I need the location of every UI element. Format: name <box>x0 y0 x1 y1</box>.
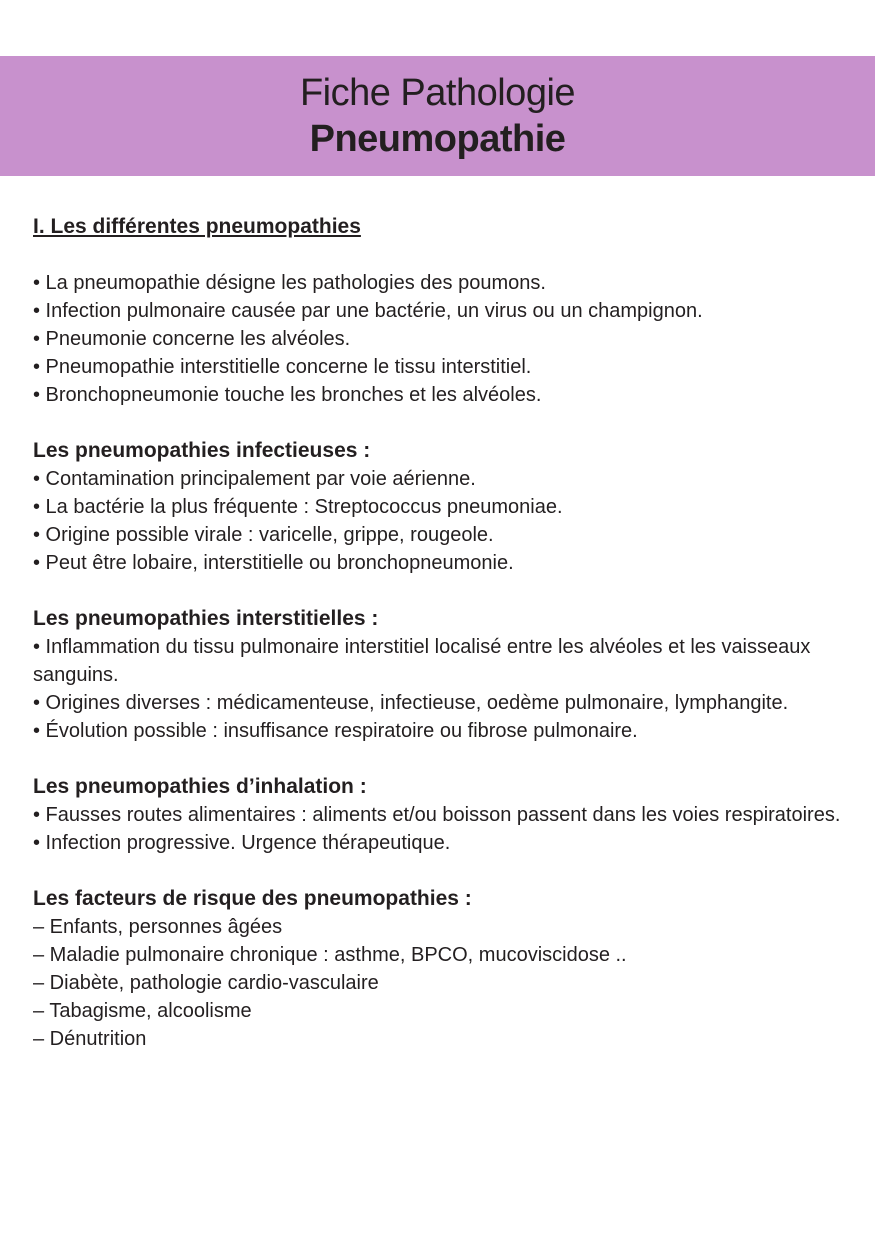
list-item: • Contamination principalement par voie aérienne. <box>33 468 476 490</box>
list-item: • Bronchopneumonie touche les bronches et les alvéoles. <box>33 384 542 406</box>
inhalation-section <box>33 773 841 857</box>
interstitielles-section <box>33 605 841 745</box>
section-title: I. Les différentes pneumopathies <box>33 215 361 238</box>
infectieuses-section <box>33 437 841 577</box>
list-item: • La pneumopathie désigne les pathologies des poumons. <box>33 272 546 294</box>
intro-list <box>33 269 841 409</box>
list-item: • Origine possible virale : varicelle, grippe, rougeole. <box>33 524 494 546</box>
list-item: • La bactérie la plus fréquente : Streptococcus pneumoniae. <box>33 496 563 518</box>
title-banner <box>0 56 875 176</box>
facteurs-heading: Les facteurs de risque des pneumopathies : <box>33 887 472 910</box>
list-item: – Tabagisme, alcoolisme <box>33 1000 252 1022</box>
list-item: • Fausses routes alimentaires : aliments et/ou boisson passent dans les voies respiratoires. <box>33 804 841 826</box>
infectieuses-heading: Les pneumopathies infectieuses : <box>33 439 371 462</box>
list-item: • Pneumonie concerne les alvéoles. <box>33 328 351 350</box>
facteurs-section <box>33 885 841 1053</box>
list-item: – Diabète, pathologie cardio-vasculaire <box>33 972 379 994</box>
interstitielles-heading: Les pneumopathies interstitielles : <box>33 607 379 630</box>
list-item: • Évolution possible : insuffisance respiratoire ou fibrose pulmonaire. <box>33 720 638 742</box>
list-item: • Origines diverses : médicamenteuse, infectieuse, oedème pulmonaire, lymphangite. <box>33 692 789 714</box>
list-item: – Maladie pulmonaire chronique : asthme, BPCO, mucoviscidose .. <box>33 944 627 966</box>
page-title: Fiche Pathologie <box>299 72 576 114</box>
list-item: • Pneumopathie interstitielle concerne le tissu interstitiel. <box>33 356 532 378</box>
list-item: • Inflammation du tissu pulmonaire interstitiel localisé entre les alvéoles et les vaisseaux sanguins. <box>33 636 811 686</box>
list-item: – Enfants, personnes âgées <box>33 916 283 938</box>
list-item: – Dénutrition <box>33 1028 147 1050</box>
inhalation-heading: Les pneumopathies d’inhalation : <box>33 775 367 798</box>
list-item: • Infection pulmonaire causée par une bactérie, un virus ou un champignon. <box>33 300 703 322</box>
page-subtitle: Pneumopathie <box>309 118 566 160</box>
list-item: • Peut être lobaire, interstitielle ou bronchopneumonie. <box>33 552 514 574</box>
document-body <box>33 213 841 1081</box>
list-item: • Infection progressive. Urgence thérapeutique. <box>33 832 451 854</box>
